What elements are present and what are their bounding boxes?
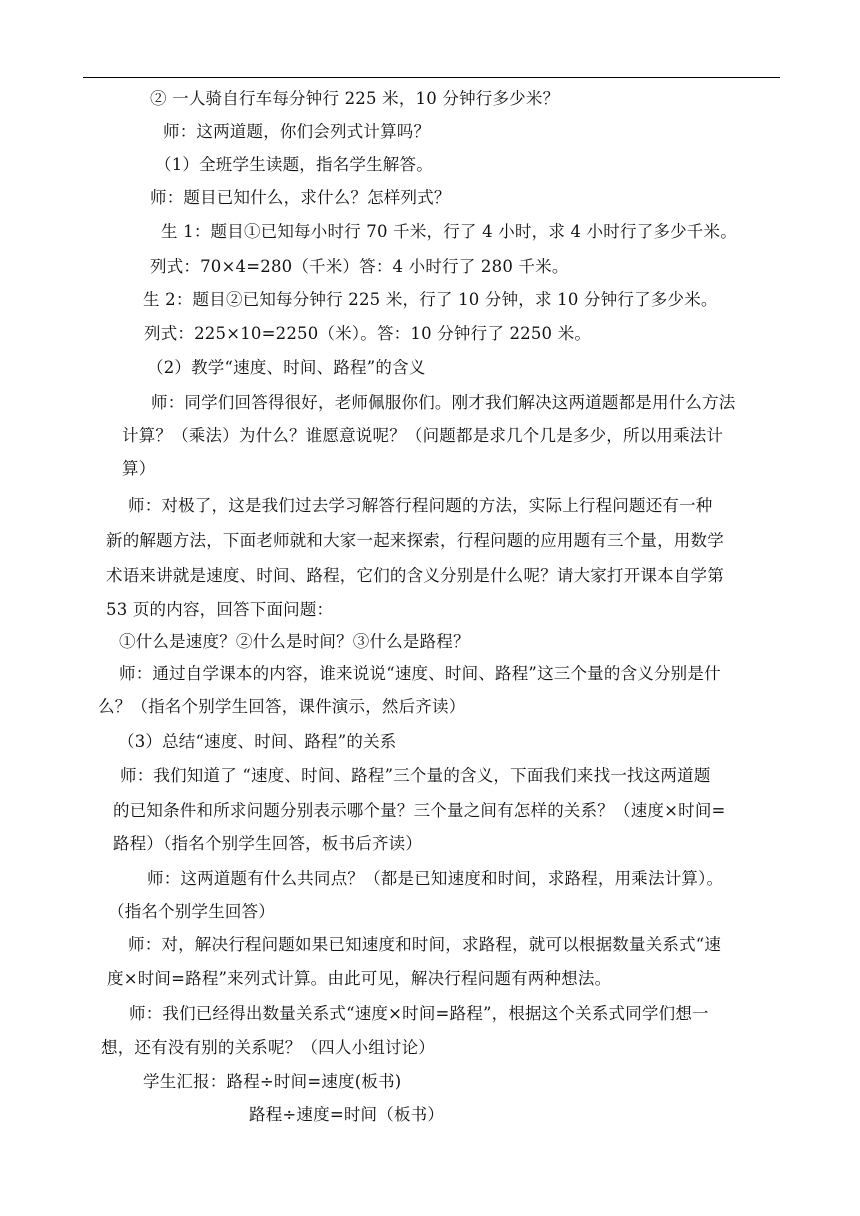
text-line: 算） [122, 459, 156, 478]
text-line: 师：对，解决行程问题如果已知速度和时间，求路程，就可以根据数量关系式“速 [128, 935, 722, 954]
text-line: 师：我们知道了 “速度、时间、路程”三个量的含义，下面我们来找一找这两道题 [120, 766, 711, 785]
text-line: 的已知条件和所求问题分别表示哪个量？三个量之间有怎样的关系？（速度×时间= [113, 801, 726, 820]
text-line: 师：对极了，这是我们过去学习解答行程问题的方法，实际上行程问题还有一种 [128, 496, 713, 515]
text-line: 路程÷速度=时间（板书） [249, 1105, 445, 1124]
text-line: 术语来讲就是速度、时间、路程，它们的含义分别是什么呢？请大家打开课本自学第 [106, 566, 724, 585]
text-line: 师：同学们回答得很好，老师佩服你们。刚才我们解决这两道题都是用什么方法 [151, 393, 736, 412]
text-line: 师：题目已知什么，求什么？怎样列式？ [150, 188, 451, 207]
text-line: 想，还有没有别的关系呢？（四人小组讨论） [101, 1038, 435, 1057]
text-line: （指名个别学生回答） [108, 902, 275, 921]
text-line: 计算？（乘法）为什么？谁愿意说呢？（问题都是求几个几是多少，所以用乘法计 [122, 426, 724, 445]
text-line: （1）全班学生读题，指名学生解答。 [155, 155, 433, 174]
text-line: 列式：70×4=280（千米）答：4 小时行了 280 千米。 [150, 257, 569, 276]
text-line: 师：这两道题，你们会列式计算吗？ [163, 122, 431, 141]
text-line: 师：我们已经得出数量关系式“速度×时间=路程”，根据这个关系式同学们想一 [129, 1004, 709, 1023]
section-heading: （3）总结“速度、时间、路程”的关系 [118, 732, 397, 751]
text-line: 列式：225×10=2250（米）。答：10 分钟行了 2250 米。 [144, 324, 592, 343]
text-line: 生 2：题目②已知每分钟行 225 米，行了 10 分钟，求 10 分钟行了多少米。 [143, 290, 718, 309]
text-line: ② 一人骑自行车每分钟行 225 米，10 分钟行多少米？ [150, 89, 560, 108]
text-line: 学生汇报：路程÷时间=速度(板书) [143, 1072, 402, 1091]
text-line: 师：这两道题有什么共同点？（都是已知速度和时间，求路程，用乘法计算）。 [147, 869, 724, 888]
text-line: 么？（指名个别学生回答，课件演示，然后齐读） [98, 697, 466, 716]
text-line: 度×时间=路程”来列式计算。由此可见，解决行程问题有两种想法。 [107, 969, 612, 988]
header-rule [83, 77, 780, 78]
text-line: ①什么是速度？②什么是时间？③什么是路程？ [119, 632, 470, 651]
text-line: 师：通过自学课本的内容，谁来说说“速度、时间、路程”这三个量的含义分别是什 [119, 664, 721, 683]
text-line: 生 1：题目①已知每小时行 70 千米，行了 4 小时，求 4 小时行了多少千米。 [161, 222, 737, 241]
text-line: 路程）（指名个别学生回答，板书后齐读） [113, 834, 423, 853]
text-line: 新的解题方法，下面老师就和大家一起来探索，行程问题的应用题有三个量，用数学 [106, 531, 724, 550]
text-line: 53 页的内容，回答下面问题： [106, 600, 334, 619]
section-heading: （2）教学“速度、时间、路程”的含义 [147, 358, 426, 377]
